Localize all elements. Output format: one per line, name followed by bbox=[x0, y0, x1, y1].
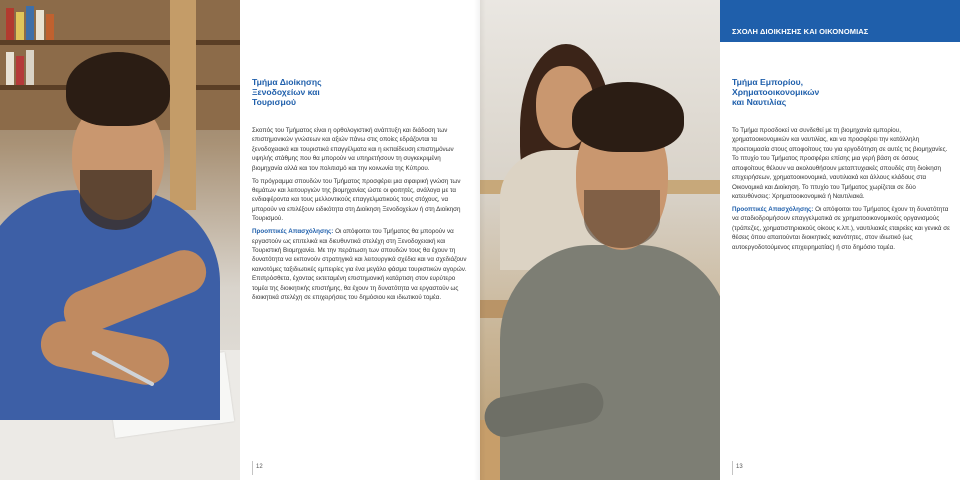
school-header-band bbox=[720, 0, 960, 42]
gutter-shadow bbox=[474, 0, 486, 480]
page-number: 13 bbox=[736, 464, 743, 470]
title-line: Ξενοδοχείων και bbox=[252, 87, 320, 98]
paragraph: Το πρόγραμμα σπουδών του Τμήματος προσφέρει μια σφαιρική γνώση των θεμάτων και λειτουργιών της βιομηχανίας ώστε οι φοιτητές, ανάλογα με τα ενδιαφέροντα και τους μελλοντικούς επαγγελματικούς τους στόχους, να μπορούν να επιλέξουν ειδικότητα στη Διοίκηση Ξενοδοχείων ή στη Διοίκηση Τουρισμού. bbox=[252, 177, 461, 223]
title-line: και Ναυτιλίας bbox=[732, 97, 787, 108]
title-line: Τουρισμού bbox=[252, 97, 296, 108]
title-line: Χρηματοοικονομικών bbox=[732, 87, 820, 98]
title-line: Τμήμα Διοίκησης bbox=[252, 77, 322, 87]
body-text-left bbox=[252, 126, 472, 306]
left-page bbox=[240, 0, 480, 480]
dept-title-hotel-tourism bbox=[252, 77, 362, 108]
prospects-label: Προοπτικές Απασχόλησης: bbox=[732, 205, 814, 213]
prospects-text: Οι απόφοιτοι του Τμήματος έχουν τη δυνατότητα να σταδιοδρομήσουν επαγγελματικά σε χρηματοοικονομικούς οργανισμούς (τράπεζες, χρηματιστηριακούς οίκους κ.λπ.), ναυτιλιακές εταιρείες και γενικά σε θέσεις όπου απαιτούνται διοικητικές ικανότητες, στον ιδιωτικό (ως αυτοεργοδοτούμενος επιχειρηματίας) ή στο δημόσιο τομέα. bbox=[732, 205, 950, 251]
page-number-rule bbox=[732, 461, 733, 475]
student-foreground bbox=[480, 0, 720, 480]
student-left bbox=[0, 0, 240, 480]
page-number: 12 bbox=[256, 464, 263, 470]
title-line: Τμήμα Εμπορίου, bbox=[732, 77, 803, 87]
prospects-paragraph bbox=[252, 227, 472, 303]
dept-title-commerce-finance-shipping bbox=[732, 77, 842, 108]
prospects-paragraph bbox=[732, 205, 952, 252]
prospects-text: Οι απόφοιτοι του Τμήματος θα μπορούν να εργαστούν ως επιτελικά και διευθυντικά στελέχη στη Ξενοδοχειακή και Τουριστική Βιομηχανία. Με την περάτωση των σπουδών τους θα έχουν τη δυνατότητα να εκπονούν στρατηγικά και λειτουργικά σχέδια και να σχεδιάζουν καινοτόμες ταξιδιωτικές εμπειρίες για ένα μεγάλο φάσμα τουριστικών αγορών. Επιπρόσθετα, έχοντας εκτεταμένη επιστημονική κατάρτιση στον ευρύτερο τομέα της διοικητικής επιστήμης, θα έχουν τη δυνατότητα να εργαστούν ως διοικητικά στελέχη σε επιχειρήσεις του δημόσιου και ιδιωτικού τομέα. bbox=[252, 228, 467, 302]
paragraph: Σκοπός του Τμήματος είναι η ορθολογιστική ανάπτυξη και διάδοση των επιστημονικών γνώσεων και αξιών πάνω στις οποίες εδράζονται τα ξενοδοχειακά και τουριστικά επαγγέλματα και η εκπαίδευση επιστημόνων υψηλής στάθμης που θα μπορούν να υπηρετήσουν τη συγκεκριμένη βιομηχανία αλλά και τον πολιτισμό και την κοινωνία της Κύπρου. bbox=[252, 127, 454, 172]
prospects-label: Προοπτικές Απασχόλησης: bbox=[252, 228, 334, 236]
body-text-right bbox=[732, 126, 952, 255]
right-page bbox=[720, 0, 960, 480]
students-classroom-photo bbox=[480, 0, 720, 480]
paragraph: Το Τμήμα προσδοκεί να συνδεθεί με τη βιομηχανία εμπορίου, χρηματοοικονομικών και ναυτιλίας, και να προσφέρει την κατάλληλη προετοιμασία στους αποφοίτους του για εργοδότηση σε αυτές τις βιομηχανίες. Το πτυχίο του Τμήματος προσφέρει επίσης μια γερή βάση σε όσους αποφοίτους θέλουν να ακολουθήσουν μεταπτυχιακές σπουδές στη διοίκηση επιχειρήσεων, χρηματοοικονομικά, ναυτιλιακά και άλλους κλάδους στα Οικονομικά και Διοίκηση. Το πτυχίο του Τμήματος χωρίζεται σε δύο κατευθύνσεις: Χρηματοοικονομικά ή Ναυτιλιακά. bbox=[732, 127, 948, 201]
school-name: ΣΧΟΛΗ ΔΙΟΙΚΗΣΗΣ ΚΑΙ ΟΙΚΟΝΟΜΙΑΣ bbox=[732, 27, 869, 36]
page-number-rule bbox=[252, 461, 253, 475]
student-writing-photo bbox=[0, 0, 240, 480]
